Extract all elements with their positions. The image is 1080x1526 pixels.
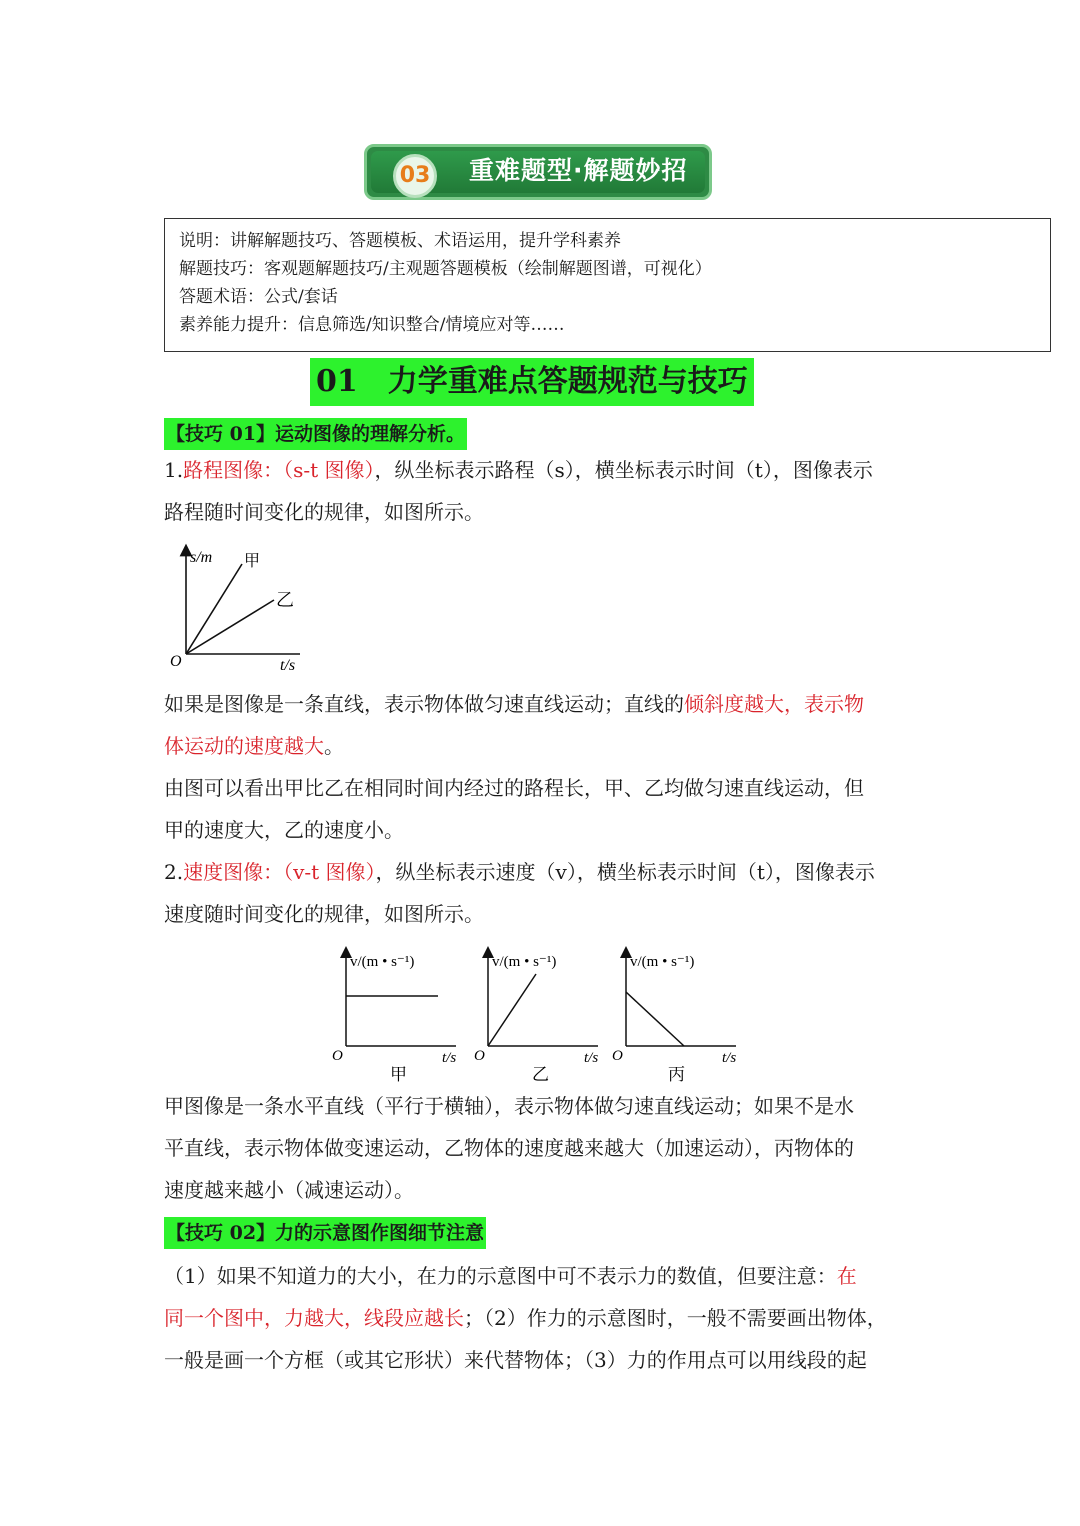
paragraph-vt-explain <box>164 1085 924 1211</box>
st-x-label: t/s <box>280 657 296 674</box>
vt-line-decreasing <box>626 992 684 1046</box>
info-line: 说明：讲解解题技巧、答题模板、术语运用，提升学科素养 <box>179 231 621 251</box>
vt-graph-yi <box>474 952 598 1084</box>
info-box <box>164 218 1051 352</box>
section-number: 01 <box>316 364 358 399</box>
highlight-text: 速度图像：（v-t 图像） <box>183 860 376 884</box>
section-banner <box>364 144 712 200</box>
vt-x-label: t/s <box>722 1050 737 1066</box>
tip-heading-01: 【技巧 01】运动图像的理解分析。 <box>164 418 467 450</box>
item-number: 1. <box>164 458 184 482</box>
banner-background <box>371 151 705 193</box>
highlight-text: 在 <box>836 1264 857 1288</box>
paragraph-text: 由图可以看出甲比乙在相同时间内经过的路程长，甲、乙均做匀速直线运动，但 <box>164 776 864 800</box>
st-line-jia <box>186 564 242 654</box>
vt-graphs <box>326 940 756 1090</box>
st-origin: O <box>170 653 182 670</box>
vt-graph-bing <box>612 952 736 1084</box>
st-y-label: s/m <box>190 549 213 566</box>
paragraph-text: 一般是画一个方框（或其它形状）来代替物体；（3）力的作用点可以用线段的起 <box>164 1348 867 1372</box>
st-label-yi: 乙 <box>276 590 294 610</box>
item-number: 2. <box>164 860 184 884</box>
highlight-text: 体运动的速度越大 <box>164 734 324 758</box>
paragraph-text: 路程随时间变化的规律，如图所示。 <box>164 500 484 524</box>
vt-x-label: t/s <box>442 1050 457 1066</box>
paragraph-text: 平直线，表示物体做变速运动，乙物体的速度越来越大（加速运动），丙物体的 <box>164 1136 854 1160</box>
info-line: 答题术语：公式/套话 <box>179 287 338 307</box>
vt-y-label: v/(m • s⁻¹) <box>492 954 557 970</box>
vt-graph-jia <box>332 952 456 1084</box>
vt-y-label: v/(m • s⁻¹) <box>630 954 695 970</box>
paragraph-slope <box>164 683 924 767</box>
banner-number: 03 <box>393 154 437 198</box>
paragraph-text: 速度随时间变化的规律，如图所示。 <box>164 902 484 926</box>
highlight-text: 路程图像：（s-t 图像） <box>183 458 375 482</box>
vt-caption: 甲 <box>390 1065 407 1084</box>
st-graph <box>160 538 320 678</box>
vt-line-increasing <box>488 974 536 1046</box>
vt-x-label: t/s <box>584 1050 599 1066</box>
vt-origin: O <box>474 1048 485 1064</box>
vt-origin: O <box>612 1048 623 1064</box>
paragraph-vt-graph <box>164 851 924 935</box>
paragraph-st-graph <box>164 449 924 533</box>
paragraph-text: ，纵坐标表示路程（s），横坐标表示时间（t），图像表示 <box>374 458 873 482</box>
highlight-text: 倾斜度越大，表示物 <box>684 692 864 716</box>
section-title-text: 力学重难点答题规范与技巧 <box>387 364 748 399</box>
info-line: 解题技巧：客观题解题技巧/主观题答题模板（绘制解题图谱，可视化） <box>179 259 712 279</box>
paragraph-text: 如果是图像是一条直线，表示物体做匀速直线运动；直线的 <box>164 692 684 716</box>
info-line: 素养能力提升：信息筛选/知识整合/情境应对等…… <box>179 315 565 335</box>
vt-caption: 乙 <box>532 1065 549 1084</box>
paragraph-compare <box>164 767 924 851</box>
paragraph-text: ；（2）作力的示意图时，一般不需要画出物体， <box>464 1306 887 1330</box>
st-line-yi <box>186 600 274 654</box>
section-title <box>310 358 754 406</box>
paragraph-text: ，纵坐标表示速度（v），横坐标表示时间（t），图像表示 <box>375 860 875 884</box>
banner-title: 重难题型·解题妙招 <box>469 156 688 185</box>
highlight-text: 同一个图中，力越大，线段应越长 <box>164 1306 464 1330</box>
paragraph-force-diagram <box>164 1255 924 1381</box>
vt-y-label: v/(m • s⁻¹) <box>350 954 415 970</box>
vt-caption: 丙 <box>668 1065 685 1084</box>
paragraph-text: 甲的速度大，乙的速度小。 <box>164 818 404 842</box>
vt-origin: O <box>332 1048 343 1064</box>
paragraph-text: 速度越来越小（减速运动）。 <box>164 1178 414 1202</box>
paragraph-text: 甲图像是一条水平直线（平行于横轴），表示物体做匀速直线运动；如果不是水 <box>164 1094 854 1118</box>
paragraph-text: 。 <box>324 734 344 758</box>
st-label-jia: 甲 <box>244 553 261 570</box>
tip-heading-02: 【技巧 02】力的示意图作图细节注意 <box>164 1217 486 1249</box>
paragraph-text: （1）如果不知道力的大小，在力的示意图中可不表示力的数值，但要注意： <box>164 1264 837 1288</box>
